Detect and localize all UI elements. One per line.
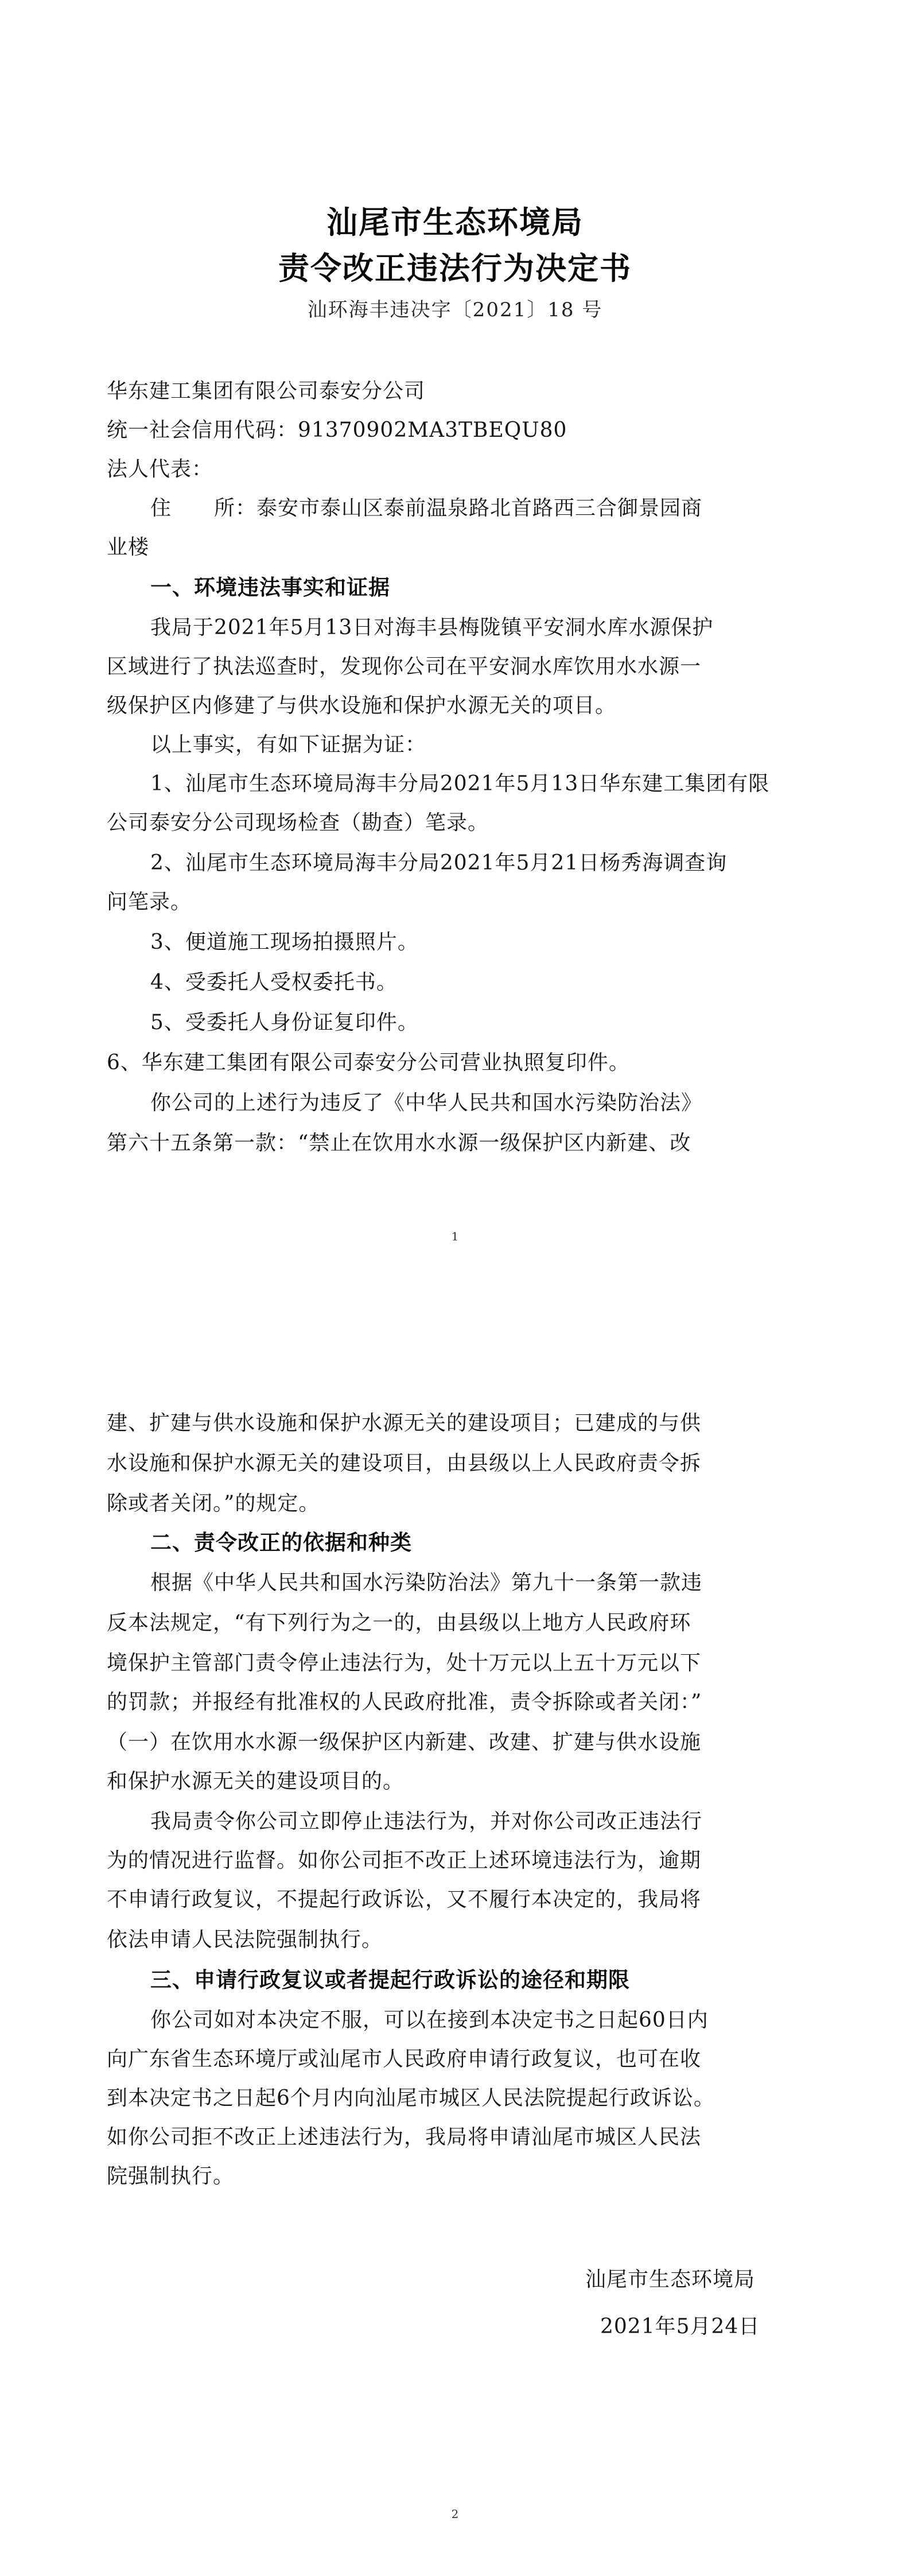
paragraph-line: 如你公司拒不改正上述违法行为，我局将申请汕尾市城区人民法 <box>107 2125 702 2149</box>
paragraph-line: 和保护水源无关的建设项目的。 <box>107 1770 405 1793</box>
paragraph-line: 建、扩建与供水设施和保护水源无关的建设项目；已建成的与供 <box>107 1411 702 1435</box>
evidence-item: 3、便道施工现场拍摄照片。 <box>150 930 419 954</box>
evidence-item: 4、受委托人受权委托书。 <box>150 971 398 994</box>
evidence-item: 6、华东建工集团有限公司泰安分公司营业执照复印件。 <box>107 1051 630 1074</box>
paragraph-line: 你公司如对本决定不服，可以在接到本决定书之日起60日内 <box>150 2008 709 2032</box>
section-2-heading: 二、责令改正的依据和种类 <box>150 1530 412 1555</box>
evidence-item: 2、汕尾市生态环境局海丰分局2021年5月21日杨秀海调查询 <box>150 851 728 875</box>
paragraph-line: 你公司的上述行为违反了《中华人民共和国水污染防治法》 <box>150 1091 703 1115</box>
section-3-heading: 三、申请行政复议或者提起行政诉讼的途径和期限 <box>150 1968 630 1992</box>
paragraph-line: 水设施和保护水源无关的建设项目，由县级以上人民政府责令拆 <box>107 1452 702 1475</box>
address-line-2: 业楼 <box>107 536 150 559</box>
page-number: 2 <box>451 2507 459 2521</box>
signature-agency: 汕尾市生态环境局 <box>585 2268 756 2291</box>
evidence-item: 5、受委托人身份证复印件。 <box>150 1011 419 1034</box>
document-title: 责令改正违法行为决定书 <box>278 250 632 286</box>
paragraph-line: 我局于2021年5月13日对海丰县梅陇镇平安洞水库水源保护 <box>150 616 714 639</box>
paragraph-line: 到本决定书之日起6个月内向汕尾市城区人民法院提起行政诉讼。 <box>107 2086 715 2110</box>
evidence-item: 公司泰安分公司现场检查（勘查）笔录。 <box>107 811 489 835</box>
paragraph-line: 为的情况进行监督。如你公司拒不改正上述环境违法行为，逾期 <box>107 1849 702 1872</box>
signature-date: 2021年5月24日 <box>600 2315 760 2338</box>
credit-code: 统一社会信用代码：91370902MA3TBEQU80 <box>107 418 567 442</box>
paragraph-line: 向广东省生态环境厅或汕尾市人民政府申请行政复议，也可在收 <box>107 2047 702 2071</box>
agency-title: 汕尾市生态环境局 <box>326 204 584 240</box>
paragraph-line: 以上事实，有如下证据为证： <box>150 733 427 756</box>
page-number: 1 <box>451 1229 459 1243</box>
evidence-item: 1、汕尾市生态环境局海丰分局2021年5月13日华东建工集团有限 <box>150 772 770 796</box>
paragraph-line: 院强制执行。 <box>107 2164 235 2188</box>
paragraph-line: 反本法规定，“有下列行为之一的，由县级以上地方人民政府环 <box>107 1611 691 1635</box>
paragraph-line: 除或者关闭。”的规定。 <box>107 1492 320 1515</box>
section-1-heading: 一、环境违法事实和证据 <box>150 575 390 600</box>
address-line-1: 住 所：泰安市泰山区泰前温泉路北首路西三合御景园商 <box>150 496 703 520</box>
paragraph-line: 区域进行了执法巡查时，发现你公司在平安洞水库饮用水水源一 <box>107 655 702 678</box>
paragraph-line: 我局责令你公司立即停止违法行为，并对你公司改正违法行 <box>150 1810 703 1833</box>
paragraph-line: 第六十五条第一款：“禁止在饮用水水源一级保护区内新建、改 <box>107 1131 691 1155</box>
company-name: 华东建工集团有限公司泰安分公司 <box>107 379 426 403</box>
page-2 <box>0 1343 910 2576</box>
legal-representative: 法人代表： <box>107 457 213 481</box>
paragraph-line: 级保护区内修建了与供水设施和保护水源无关的项目。 <box>107 694 617 717</box>
document-number: 汕环海丰违决字〔2021〕18 号 <box>307 298 603 321</box>
paragraph-line: 境保护主管部门责令停止违法行为，处十万元以上五十万元以下 <box>107 1651 702 1675</box>
paragraph-line: 不申请行政复议，不提起行政诉讼，又不履行本决定的，我局将 <box>107 1888 702 1911</box>
paragraph-line: 依法申请人民法院强制执行。 <box>107 1928 383 1952</box>
evidence-item: 问笔录。 <box>107 890 192 914</box>
paragraph-line: 的罚款；并报经有批准权的人民政府批准，责令拆除或者关闭：” <box>107 1690 702 1714</box>
paragraph-line: 根据《中华人民共和国水污染防治法》第九十一条第一款违 <box>150 1571 703 1595</box>
paragraph-line: （一）在饮用水水源一级保护区内新建、改建、扩建与供水设施 <box>107 1731 702 1754</box>
